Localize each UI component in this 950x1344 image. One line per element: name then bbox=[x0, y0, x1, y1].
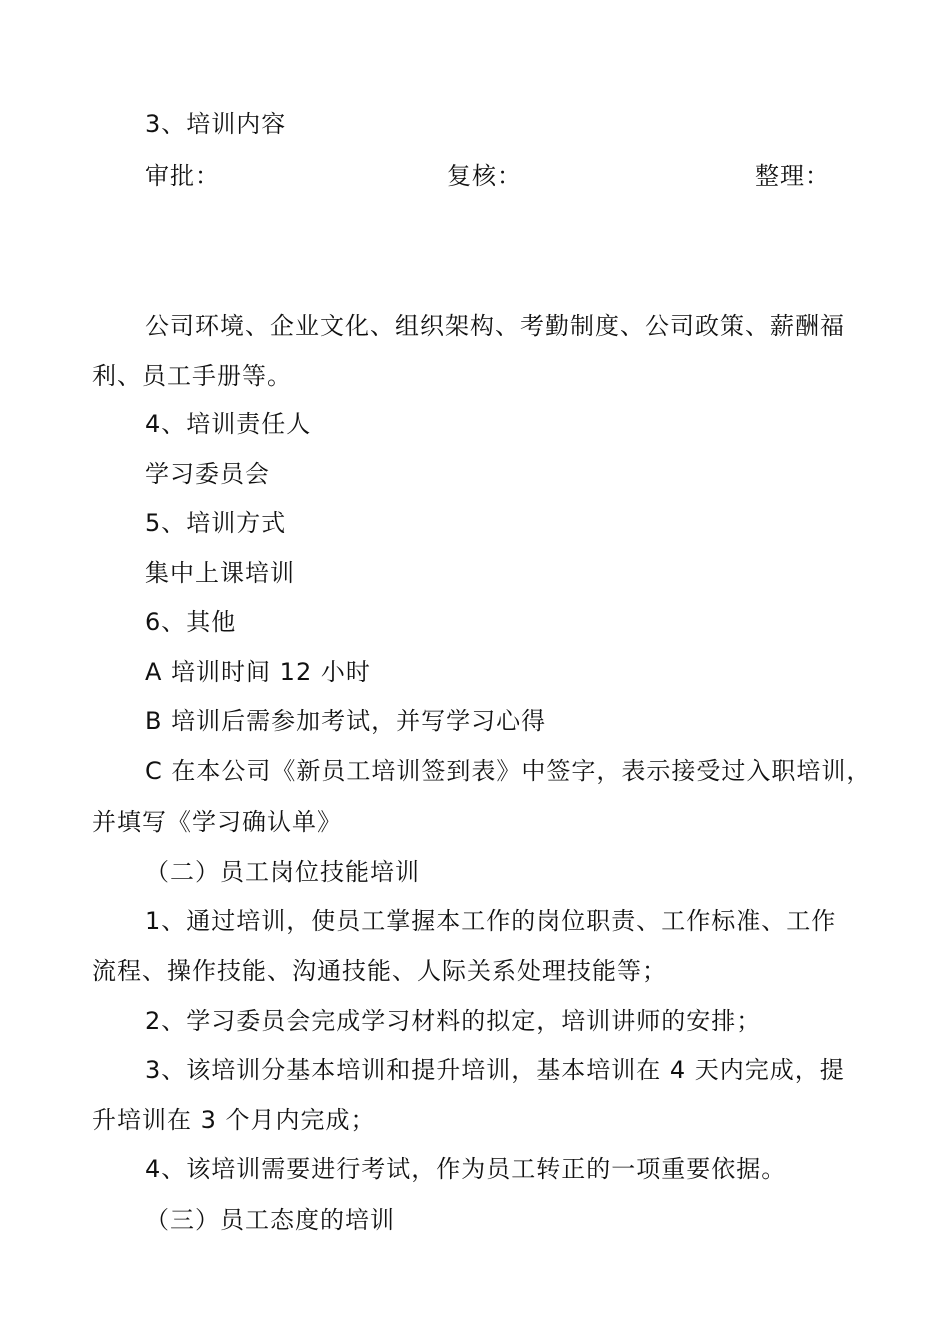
skills-paragraph-1-line-1: 1、通过培训，使员工掌握本工作的岗位职责、工作标准、工作 bbox=[145, 907, 837, 935]
section-heading-attitude: （三）员工态度的培训 bbox=[145, 1206, 395, 1234]
item-b: B 培训后需参加考试，并写学习心得 bbox=[145, 707, 547, 735]
signature-review-label: 复核： bbox=[447, 162, 522, 190]
item-c-line-1: C 在本公司《新员工培训签到表》中签字，表示接受过入职培训， bbox=[145, 757, 872, 785]
signature-compile-label: 整理： bbox=[755, 162, 830, 190]
paragraph-training-method: 集中上课培训 bbox=[145, 559, 295, 587]
item-a: A 培训时间 12 小时 bbox=[145, 658, 371, 686]
skills-paragraph-2: 2、学习委员会完成学习材料的拟定，培训讲师的安排； bbox=[145, 1007, 762, 1035]
paragraph-content-line-2: 利、员工手册等。 bbox=[92, 362, 292, 390]
skills-paragraph-4: 4、该培训需要进行考试，作为员工转正的一项重要依据。 bbox=[145, 1155, 787, 1183]
paragraph-content-line-1: 公司环境、企业文化、组织架构、考勤制度、公司政策、薪酬福 bbox=[145, 312, 845, 340]
section-heading-job-skills: （二）员工岗位技能培训 bbox=[145, 858, 420, 886]
skills-paragraph-1-line-2: 流程、操作技能、沟通技能、人际关系处理技能等； bbox=[92, 957, 667, 985]
signature-approve-label: 审批： bbox=[145, 162, 220, 190]
heading-training-method: 5、培训方式 bbox=[145, 509, 287, 537]
skills-paragraph-3-line-2: 升培训在 3 个月内完成； bbox=[92, 1106, 376, 1134]
paragraph-responsible-party: 学习委员会 bbox=[145, 460, 270, 488]
item-c-line-2: 并填写《学习确认单》 bbox=[92, 808, 342, 836]
heading-training-content: 3、培训内容 bbox=[145, 110, 287, 138]
skills-paragraph-3-line-1: 3、该培训分基本培训和提升培训，基本培训在 4 天内完成，提 bbox=[145, 1056, 845, 1084]
heading-responsible-party: 4、培训责任人 bbox=[145, 410, 312, 438]
heading-other: 6、其他 bbox=[145, 608, 237, 636]
